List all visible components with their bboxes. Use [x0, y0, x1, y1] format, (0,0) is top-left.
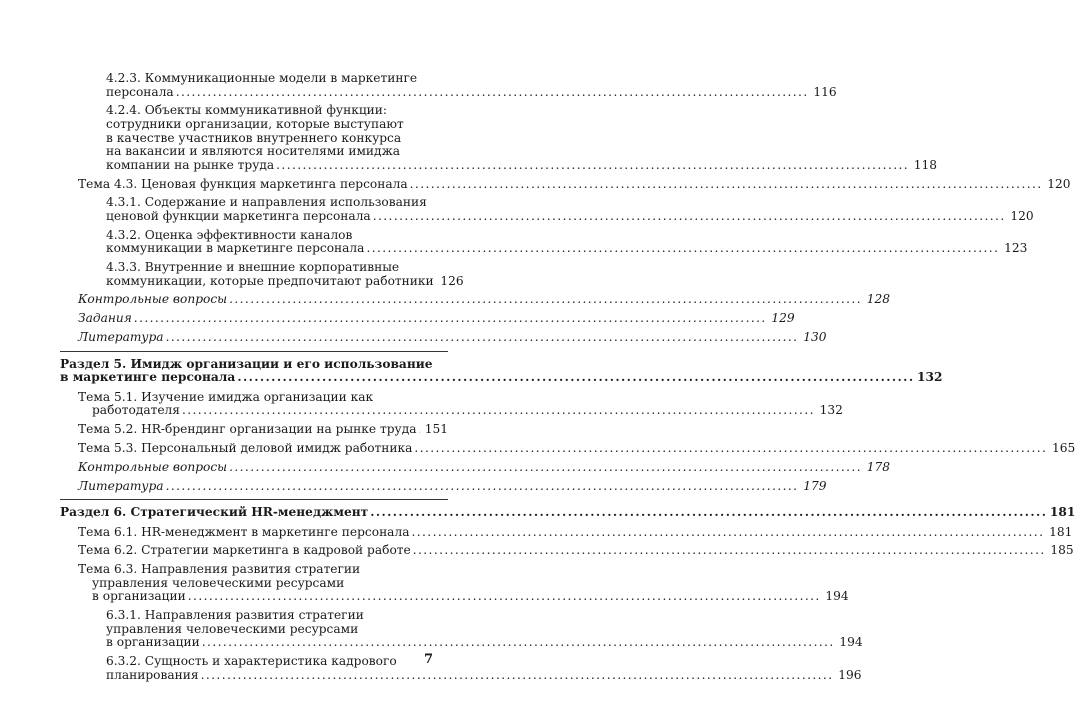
- toc-section-entry[interactable]: [60, 505, 1075, 520]
- toc-entry-title: Тема 6.3. Направления развития стратегии: [78, 562, 361, 577]
- leader-dots: ........................................................................................................................: [229, 292, 862, 307]
- toc-entry[interactable]: [60, 311, 795, 326]
- toc-entry-title: 4.3.2. Оценка эффективности каналов: [106, 227, 353, 242]
- toc-entry[interactable]: [60, 478, 827, 494]
- toc-entry[interactable]: [60, 176, 1071, 192]
- toc-page-number: 120: [1010, 208, 1034, 223]
- toc-page-number: 196: [838, 667, 862, 682]
- toc-entry[interactable]: [60, 195, 1034, 223]
- section-divider: [60, 499, 448, 500]
- toc-entry-title: 4.3.1. Содержание и направления использования: [106, 195, 427, 210]
- leader-dots: ........................................................................................................................: [411, 524, 1045, 539]
- toc-entry[interactable]: [60, 71, 837, 99]
- toc-entry[interactable]: [60, 543, 1074, 558]
- toc-entry-title: Контрольные вопросы: [78, 459, 228, 474]
- toc-page-number: 165: [1052, 440, 1075, 455]
- toc-page-number: 179: [803, 478, 827, 493]
- toc-entry[interactable]: [60, 103, 938, 172]
- toc-entry[interactable]: [60, 292, 890, 307]
- toc-entry-title: в маркетинге персонала: [60, 370, 236, 385]
- toc-entry-title: планирования: [106, 667, 199, 682]
- toc-page-number: 132: [819, 403, 843, 418]
- toc-page-number: 129: [771, 311, 795, 326]
- toc-entry[interactable]: [60, 654, 862, 682]
- toc-entry-title: управления человеческими ресурсами: [92, 575, 345, 590]
- toc-entry-title: в качестве участников внутреннего конкурса: [106, 130, 402, 145]
- toc-entry-title: 4.3.3. Внутренние и внешние корпоративные: [106, 260, 400, 275]
- toc-entry-title: Литература: [78, 478, 164, 493]
- toc-page-number: 118: [913, 157, 938, 172]
- toc-entry-title: персонала: [106, 84, 174, 99]
- leader-dots: ........................................................................................................................: [412, 543, 1046, 558]
- toc-entry-title: коммуникации, которые предпочитают работники: [106, 273, 434, 288]
- toc-page-number: 130: [803, 330, 827, 344]
- toc-entry[interactable]: [60, 440, 1075, 456]
- toc-page-number: 194: [839, 635, 863, 650]
- toc-entry-title: Контрольные вопросы: [78, 292, 228, 307]
- toc-page-number: 132: [917, 370, 943, 385]
- leader-dots: ........................................................................................................................: [372, 208, 1006, 223]
- leader-dots: ........................................................................................................................: [175, 84, 809, 99]
- leader-dots: ........................................................................................................................: [229, 459, 862, 474]
- toc-entry-title: в организации: [92, 589, 186, 604]
- leader-dots: ........................................................................................................................: [165, 478, 799, 493]
- toc-entry-title: коммуникации в маркетинге персонала: [106, 241, 365, 256]
- toc-entry-title: управления человеческими ресурсами: [106, 621, 359, 636]
- toc-entry-title: ценовой функции маркетинга персонала: [106, 208, 371, 223]
- toc-entry[interactable]: [60, 389, 843, 418]
- toc-entry-title: 6.3.2. Сущность и характеристика кадрового: [106, 654, 397, 669]
- page-number: 7: [424, 652, 434, 667]
- toc-entry-title: Тема 5.3. Персональный деловой имидж работника: [78, 440, 413, 455]
- toc-entry-title: Тема 5.1. Изучение имиджа организации как: [78, 389, 374, 404]
- toc-entry[interactable]: [60, 608, 863, 650]
- toc-entry-title: компании на рынке труда: [106, 157, 275, 172]
- leader-dots: ........................................................................................................................: [276, 157, 910, 172]
- toc-entry-title: Тема 5.2. HR-брендинг организации на рынке труда: [78, 422, 417, 437]
- toc-entry[interactable]: [60, 459, 890, 475]
- toc-entry-title: Тема 6.1. HR-менеджмент в маркетинге персонала: [78, 524, 410, 539]
- toc-entry-title: Раздел 6. Стратегический HR-менеджмент: [60, 505, 369, 520]
- toc-page-number: 194: [825, 589, 849, 604]
- leader-dots: ........................................................................................................................: [370, 505, 1048, 520]
- leader-dots: ........................................................................................................................: [201, 635, 835, 650]
- toc-entry[interactable]: [60, 562, 849, 604]
- toc-entry-title: 4.2.4. Объекты коммуникативной функции:: [106, 103, 388, 118]
- toc-page-number: 120: [1047, 176, 1071, 191]
- leader-dots: ........................................................................................................................: [187, 589, 821, 604]
- leader-dots: ........................................................................................................................: [414, 440, 1048, 455]
- leader-dots: ........................................................................................................................: [165, 330, 799, 344]
- leader-dots: [418, 423, 420, 437]
- leader-dots: ........................................................................................................................: [181, 403, 815, 418]
- toc-page-number: 185: [1050, 543, 1074, 558]
- toc-entry-title: Задания: [78, 311, 132, 326]
- leader-dots: ........................................................................................................................: [200, 667, 834, 682]
- leader-dots: ........................................................................................................................: [133, 311, 767, 326]
- toc-entry-title: сотрудники организации, которые выступают: [106, 116, 404, 131]
- toc-entry-title: 6.3.1. Направления развития стратегии: [106, 608, 364, 623]
- toc-entry-title: на вакансии и являются носителями имиджа: [106, 144, 401, 159]
- toc-entry-title: Тема 6.2. Стратегии маркетинга в кадровой работе: [78, 543, 411, 558]
- toc-page-number: 151: [424, 422, 448, 437]
- toc-entry[interactable]: [60, 227, 1028, 256]
- toc-entry-title: Литература: [78, 330, 164, 344]
- toc-entry[interactable]: [60, 423, 448, 437]
- toc-page-number: 181: [1049, 524, 1073, 539]
- toc-page-number: 178: [866, 459, 890, 474]
- toc-page-number: 126: [440, 273, 464, 288]
- toc-entry-title: работодателя: [92, 403, 180, 418]
- toc-entry-title: Тема 4.3. Ценовая функция маркетинга персонала: [78, 176, 408, 191]
- toc-page-number: 128: [866, 292, 890, 307]
- toc-page-number: 123: [1004, 241, 1028, 256]
- section-divider: [60, 351, 448, 352]
- toc-entry[interactable]: [60, 330, 827, 345]
- leader-dots: ........................................................................................................................: [409, 176, 1043, 191]
- toc-entry[interactable]: [60, 260, 464, 288]
- toc-entry[interactable]: [60, 524, 1073, 540]
- toc-page-number: 116: [813, 84, 837, 99]
- toc-entry-title: Раздел 5. Имидж организации и его использование: [60, 356, 433, 371]
- toc-page-number: 181: [1049, 505, 1075, 520]
- toc-entry-title: в организации: [106, 635, 200, 650]
- leader-dots: ........................................................................................................................: [237, 370, 915, 385]
- table-of-contents: [60, 71, 1075, 688]
- toc-entry-title: 4.2.3. Коммуникационные модели в маркетинге: [106, 71, 418, 85]
- leader-dots: ........................................................................................................................: [366, 241, 1000, 256]
- toc-section-entry[interactable]: [60, 356, 943, 385]
